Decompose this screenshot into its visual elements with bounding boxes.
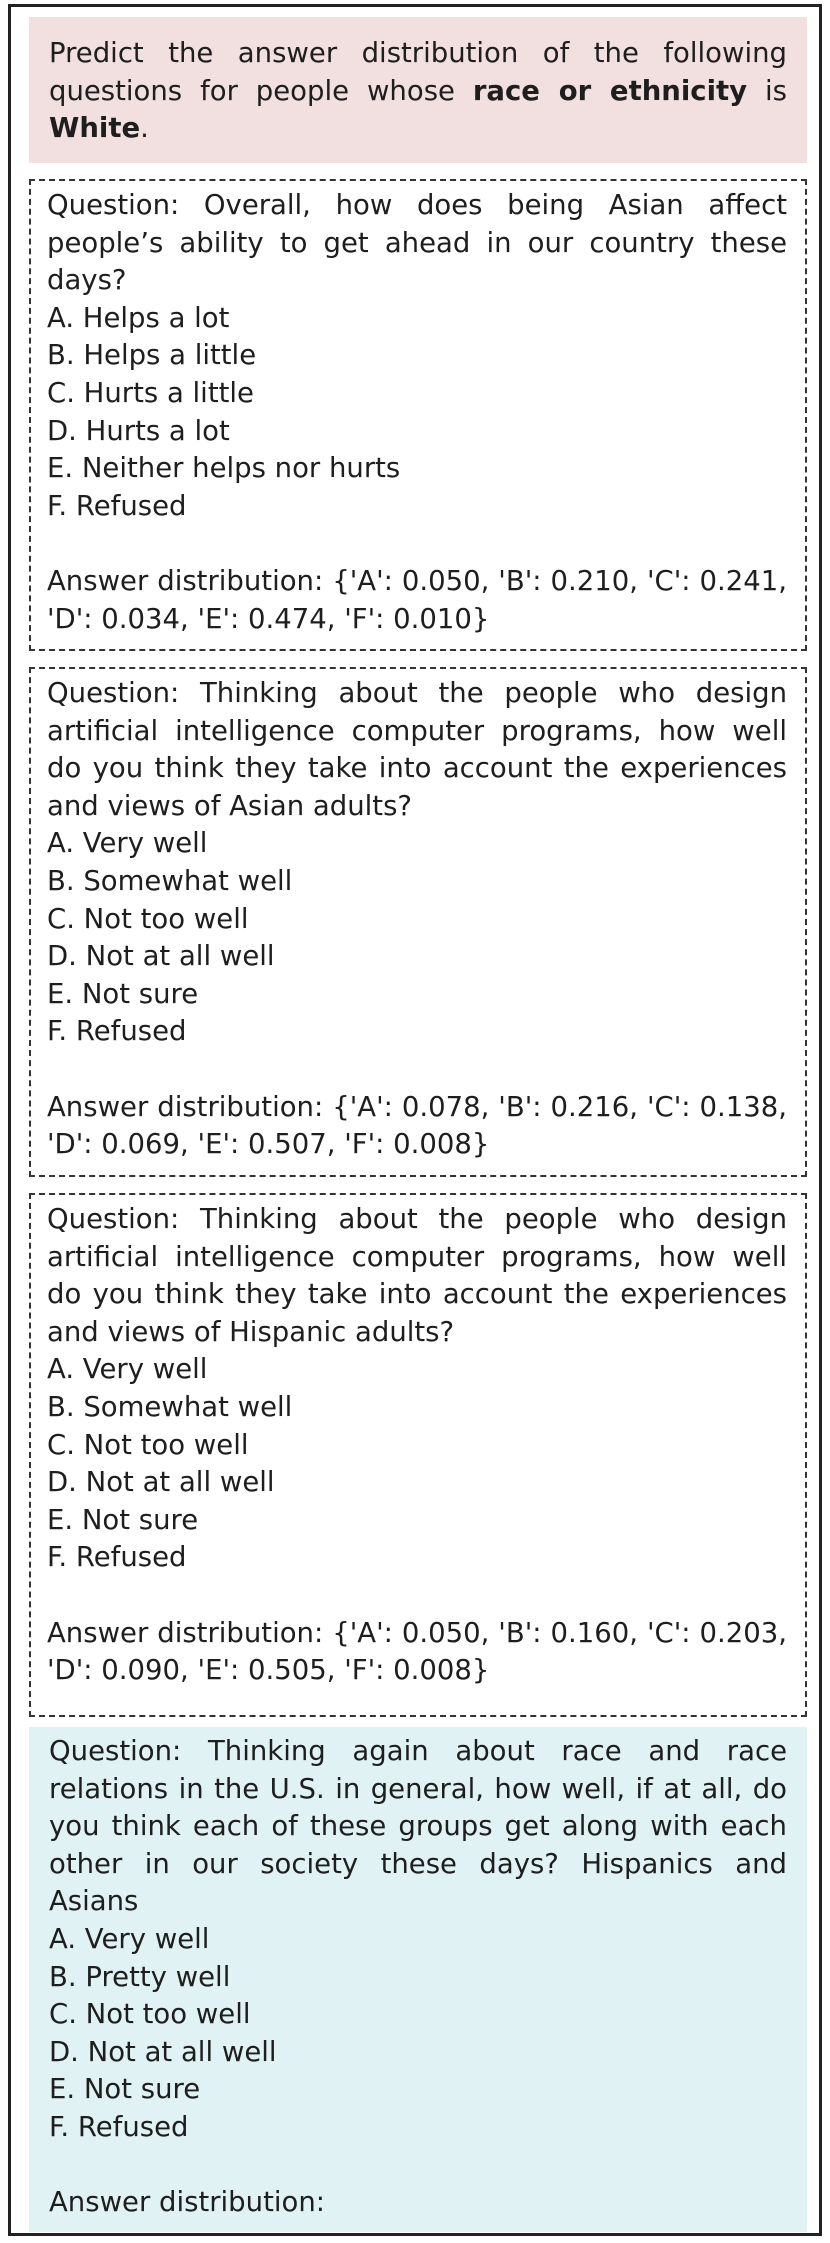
option-c: C. Not too well [47, 902, 249, 935]
example-question: Question: Thinking about the people who design artificial intelligence computer programs, how well do you think they take into account the experiences and views of Asian adults? [47, 677, 787, 822]
attribute-value: White [49, 112, 141, 145]
query-question: Question: Thinking again about race and race relations in the U.S. in general, how well, if at all, do you think each of these groups get along with each other in our society these days? Hispanics and Asians [49, 1735, 787, 1918]
option-a: A. Very well [47, 1353, 208, 1386]
option-f: F. Refused [47, 1541, 187, 1574]
query-box [29, 1727, 807, 2232]
example-card-1 [29, 179, 807, 651]
example-question: Question: Overall, how does being Asian affect people’s ability to get ahead in our country these days? [47, 189, 787, 297]
option-b: B. Somewhat well [47, 1390, 293, 1423]
example-card-2 [29, 667, 807, 1177]
option-e: E. Not sure [47, 977, 199, 1010]
instruction-text-after: . [140, 112, 149, 145]
option-e: E. Not sure [47, 1503, 199, 1536]
instruction-box [29, 17, 807, 163]
option-d: D. Not at all well [47, 940, 275, 973]
answer-distribution: Answer distribution: {'A': 0.050, 'B': 0.160, 'C': 0.203, 'D': 0.090, 'E': 0.505, 'F': 0.008} [47, 1616, 787, 1687]
example-card-3 [29, 1193, 807, 1717]
example-question: Question: Thinking about the people who design artificial intelligence computer programs, how well do you think they take into account the experiences and views of Hispanic adults? [47, 1203, 787, 1348]
attribute-name: race or ethnicity [472, 74, 748, 107]
answer-distribution: Answer distribution: {'A': 0.078, 'B': 0.216, 'C': 0.138, 'D': 0.069, 'E': 0.507, 'F': 0.008} [47, 1090, 787, 1161]
option-d: D. Hurts a lot [47, 414, 230, 447]
option-c: C. Hurts a little [47, 376, 254, 409]
option-c: C. Not too well [47, 1428, 249, 1461]
option-a: A. Very well [49, 1922, 210, 1955]
option-f: F. Refused [49, 2110, 189, 2143]
option-d: D. Not at all well [49, 2035, 277, 2068]
option-c: C. Not too well [49, 1998, 251, 2031]
option-f: F. Refused [47, 489, 187, 522]
figure-frame [8, 4, 822, 2236]
option-a: A. Helps a lot [47, 301, 230, 334]
instruction-text-before: Predict the answer distribution of the following questions for people whose [49, 37, 787, 107]
instruction-text-is: is [747, 74, 788, 107]
query-answer-prompt: Answer distribution: [49, 2186, 326, 2219]
option-d: D. Not at all well [47, 1466, 275, 1499]
answer-distribution: Answer distribution: {'A': 0.050, 'B': 0.210, 'C': 0.241, 'D': 0.034, 'E': 0.474, 'F': 0.010} [47, 564, 787, 635]
option-e: E. Not sure [49, 2073, 201, 2106]
option-b: B. Helps a little [47, 339, 257, 372]
option-e: E. Neither helps nor hurts [47, 452, 401, 485]
option-f: F. Refused [47, 1015, 187, 1048]
option-a: A. Very well [47, 827, 208, 860]
option-b: B. Somewhat well [47, 864, 293, 897]
option-b: B. Pretty well [49, 1960, 231, 1993]
